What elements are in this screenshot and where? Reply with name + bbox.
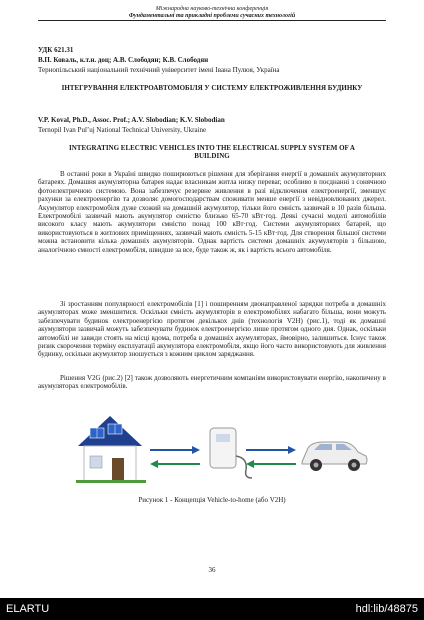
authors-ua: В.П. Коваль, к.т.н. доц; А.В. Слободян; К.В. Слободян	[38, 56, 209, 64]
conference-name: Міжнародна науково-технічна конференція	[155, 6, 269, 12]
page-number: 36	[208, 566, 216, 574]
flow-arrows-right	[246, 446, 296, 468]
charger-icon	[210, 428, 252, 478]
repository-name: ELARTU	[6, 603, 50, 615]
paragraph-3: Рішення V2G (рис.2) [2] також дозволяють енергетичним компаніям використовувати енергію, накопичену в акумуляторах електромобілів.	[38, 374, 386, 391]
udc-code: УДК 621.31	[38, 46, 74, 54]
affiliation-ua: Тернопільський національний технічний університет імені Івана Пулюя, Україна	[38, 66, 280, 74]
conference-header	[44, 6, 380, 20]
flow-arrows-left	[150, 446, 200, 468]
house-icon	[76, 416, 146, 483]
conference-subtitle: Фундаментальні та прикладні проблеми сучасних технологій	[128, 13, 296, 19]
header-rule	[38, 20, 386, 21]
paragraph-1: В останні роки в Україні швидко поширюються рішення для зберігання енергії в домашніх акумуляторних батареях. Домашня акумуляторна батарея надає власникам житла низку переваг, особливо в поєднанні з сонячною фотоелектричною системою. Вона забезпечує резервне живлення в разі відключення електроенергії, зменшує рахунки за електроенергію та дозволяє домогосподарствам споживати менше енергії з невідновлюваних джерел. Акумулятор електромобіля дуже схожий на домашній акумулятор, тільки його ємність зазвичай в 10 разів більша. Електромобілі зазвичай мають акумулятор ємністю близько 65-70 кВт·год. Деякі сучасні моделі автомобілів високого класу мають акумулятори ємністю понад 100 кВт·год. Системи акумуляторних батарей, що використовуються в житлових приміщеннях, зазвичай мають ємність 5-15 кВт·год. Для створення більшої системи можна встановити кілька домашніх акумуляторів. Однак вартість системи домашніх акумуляторів з більшою, аналогічною ємності електромобіля, швидше за все, буде також ж, як і вартість всього автомобіля.	[38, 170, 386, 254]
v2h-figure	[70, 406, 370, 486]
repository-footer	[0, 598, 424, 620]
affiliation-en: Ternopil Ivan Pul’uj National Technical University, Ukraine	[38, 126, 207, 134]
title-en: INTEGRATING ELECTRIC VEHICLES INTO THE ELECTRICAL SUPPLY SYSTEM OF A BUILDING	[69, 144, 355, 161]
paragraph-2: Зі зростанням популярності електромобілів [1] і поширенням двонаправленої зарядки потреба в домашніх акумуляторах може зменшитися. Оскільки ємність акумуляторів в електромобілях набагато більша, вони можуть забезпечувати будинок електроенергією протягом декількох днів (технологія V2H) (рис.1), тоді як домашні акумулятори зазвичай можуть забезпечувати будинок електроенергією лише протягом одного дня. Однак, оскільки автомобілі не завжди стоять на місці вдома, потреба в домашніх акумуляторах, ймовірно, залишиться. Існує також ризик скорочення терміну експлуатації акумулятора електромобіля, якщо його часто використовують для живлення будинку, оскільки акумулятор зношується з кожним циклом заряджання.	[38, 300, 386, 359]
electric-car-icon	[302, 442, 367, 471]
handle-id: hdl:lib/48875	[355, 603, 418, 615]
authors-en: V.P. Koval, Ph.D., Assoc. Prof.; A.V. Slobodian; K.V. Slobodian	[38, 116, 225, 124]
title-ua: ІНТЕГРУВАННЯ ЕЛЕКТРОАВТОМОБІЛЯ У СИСТЕМУ ЕЛЕКТРОЖИВЛЕННЯ БУДИНКУ	[61, 84, 363, 92]
figure-caption: Рисунок 1 - Концепція Vehicle-to-home (або V2H)	[138, 496, 286, 504]
